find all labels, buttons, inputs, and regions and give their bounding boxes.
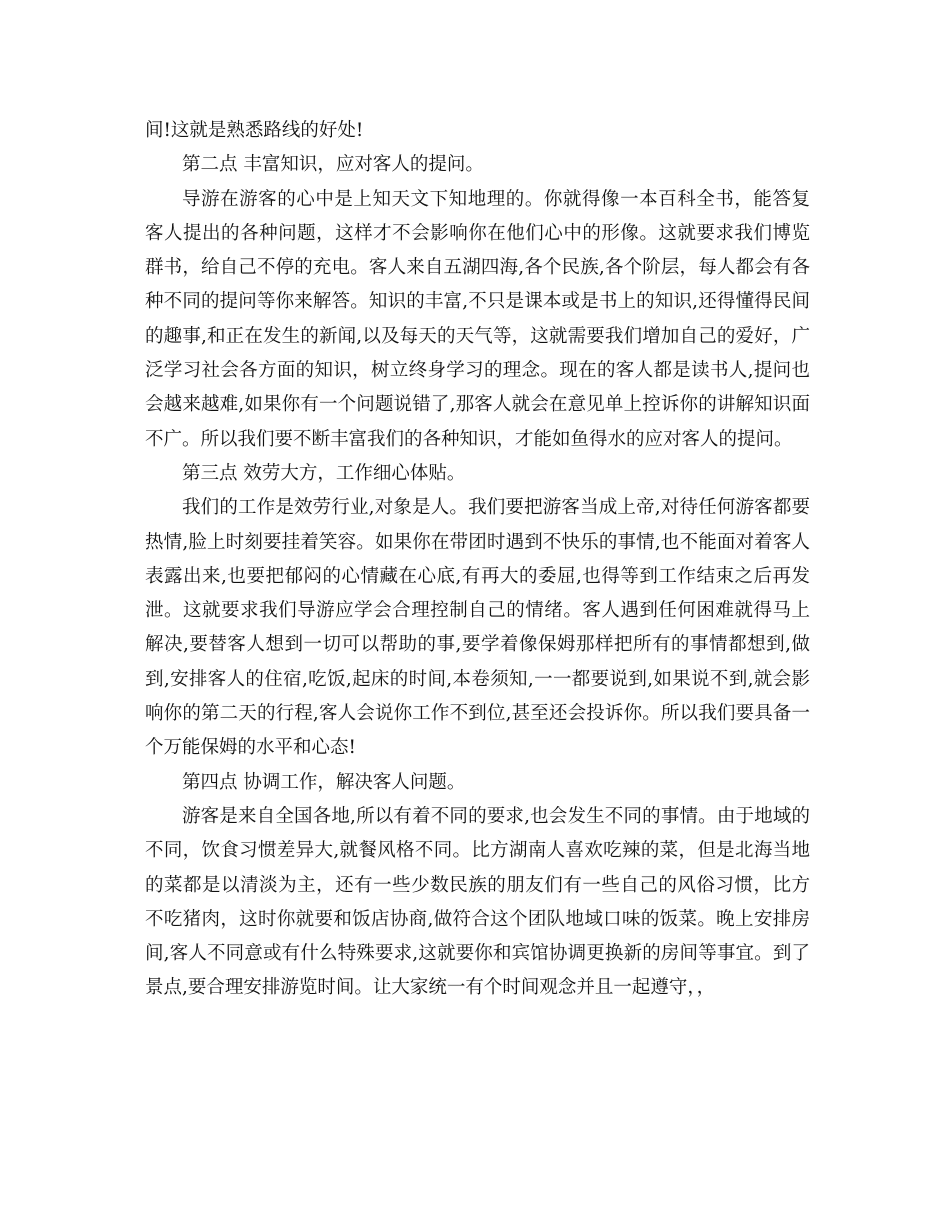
paragraph-service: 我们的工作是效劳行业,对象是人。我们要把游客当成上帝,对待任何游客都要热情,脸上时刻要挂着笑容。如果你在带团时遇到不快乐的事情,也不能面对着客人表露出来,也要把郁闷的心情藏在心底,有再大的委屈,也得等到工作结束之后再发泄。这就要求我们导游应学会合理控制自己的情绪。客人遇到任何困难就得马上解决,要替客人想到一切可以帮助的事,要学着像保姆那样把所有的事情都想到,做到,安排客人的住宿,吃饭,起床的时间,本卷须知,一一都要说到,如果说不到,就会影响你的第二天的行程,客人会说你工作不到位,甚至还会投诉你。所以我们要具备一个万能保姆的水平和心态! — [145, 497, 810, 759]
paragraph-knowledge: 导游在游客的心中是上知天文下知地理的。你就得像一本百科全书，能答复客人提出的各种问题，这样才不会影响你在他们心中的形像。这就要求我们博览群书，给自己不停的充电。客人来自五湖四海,各个民族,各个阶层，每人都会有各种不同的提问等你来解答。知识的丰富,不只是课本或是书上的知识,还得懂得民间的趣事,和正在发生的新闻,以及每天的天气等，这就需要我们增加自己的爱好，广泛学习社会各方面的知识，树立终身学习的理念。现在的客人都是读书人,提问也会越来越难,如果你有一个问题说错了,那客人就会在意见单上控诉你的讲解知识面不广。所以我们要不断丰富我们的各种知识，才能如鱼得水的应对客人的提问。 — [145, 188, 810, 450]
paragraph-continuation: 间!这就是熟悉路线的好处! — [145, 120, 364, 141]
section-heading-knowledge: 第二点 丰富知识，应对客人的提问。 — [182, 154, 484, 176]
paragraph-coordination: 游客是来自全国各地,所以有着不同的要求,也会发生不同的事情。由于地域的不同，饮食习惯差异大,就餐风格不同。比方湖南人喜欢吃辣的菜，但是北海当地的菜都是以清淡为主，还有一些少数民族的朋友们有一些自己的风俗习惯，比方不吃猪肉，这时你就要和饭店协商,做符合这个团队地域口味的饭菜。晚上安排房间,客人不同意或有什么特殊要求,这就要你和宾馆协调更换新的房间等事宜。到了景点,要合理安排游览时间。让大家统一有个时间观念并且一起遵守，， — [145, 805, 810, 999]
section-heading-service: 第三点 效劳大方，工作细心体贴。 — [182, 462, 466, 484]
section-heading-coordination: 第四点 协调工作，解决客人问题。 — [182, 771, 466, 793]
document-body — [145, 114, 810, 1006]
